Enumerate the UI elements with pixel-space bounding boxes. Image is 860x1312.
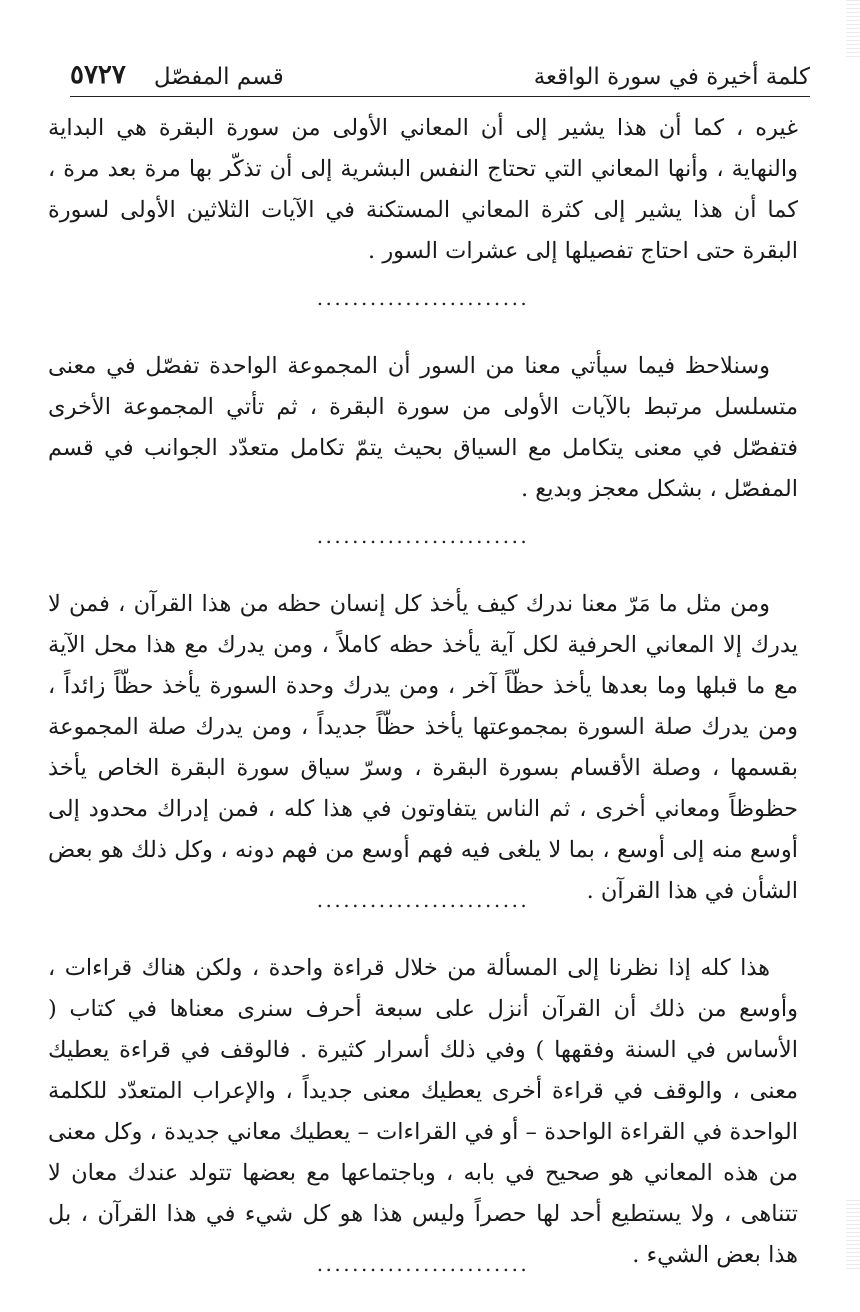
paragraph-4: هذا كله إذا نظرنا إلى المسألة من خلال قراءة واحدة ، ولكن هناك قراءات ، وأوسع من ذلك أن القرآن أنزل على سبعة أحرف سنرى معناها في كتاب ( الأساس في السنة وفقهها ) وفي ذلك أسرار كثيرة . فالوقف في قراءة يعطيك معنى ، والوقف في قراءة أخرى يعطيك معنى جديداً ، والإعراب المتعدّد للكلمة الواحدة في القراءة الواحدة – أو في القراءات – يعطيك معاني جديدة ، وكل معنى من هذه المعاني هو صحيح في بابه ، وباجتماعها مع بعضها تتولد عندك معان لا تتناهى ، ولا يستطيع أحد لها حصراً وليس هذا هو كل شيء في هذا القرآن ، بل هذا بعض الشيء .	[48, 955, 798, 1268]
dotted-separator-4: ........................	[316, 1252, 530, 1276]
dotted-separator-2: ........................	[316, 524, 530, 548]
dotted-separator-3: ........................	[316, 888, 530, 912]
running-header	[70, 50, 810, 97]
paragraph-2: وسنلاحظ فيما سيأتي معنا من السور أن المجموعة الواحدة تفصّل في معنى متسلسل مرتبط بالآيات الأولى من سورة البقرة ، ثم تأتي المجموعة الأخرى فتفصّل في معنى يتكامل مع السياق بحيث يتمّ تكامل متعدّد الجوانب في قسم المفصّل ، بشكل معجز وبديع .	[48, 353, 798, 502]
scan-edge-bottom	[846, 1200, 860, 1270]
paragraph-3: ومن مثل ما مَرّ معنا ندرك كيف يأخذ كل إنسان حظه من هذا القرآن ، فمن لا يدرك إلا المعاني الحرفية لكل آية يأخذ حظه كاملاً ، ومن يدرك مع هذا محل الآية مع ما قبلها وما بعدها يأخذ حظّاً آخر ، ومن يدرك وحدة السورة يأخذ حظّاً زائداً ، ومن يدرك صلة السورة بمجموعتها يأخذ حظّاً جديداً ، ومن يدرك صلة المجموعة بقسمها ، وصلة الأقسام بسورة البقرة ، وسرّ سياق سورة البقرة الخاص يأخذ حظوظاً ومعاني أخرى ، ثم الناس يتفاوتون في هذا كله ، فمن إدراك محدود إلى أوسع منه إلى أوسع ، بما لا يلغى فيه فهم أوسع من فهم دونه ، وكل ذلك هو بعض الشأن في هذا القرآن .	[48, 591, 798, 904]
page-body	[48, 108, 798, 1312]
section-name: قسم المفصّل	[153, 64, 284, 90]
paragraph-1: غيره ، كما أن هذا يشير إلى أن المعاني الأولى من سورة البقرة هي البداية والنهاية ، وأنها المعاني التي تحتاج النفس البشرية إلى أن تذكّر بها مرة بعد مرة ، كما أن هذا يشير إلى كثرة المعاني المستكنة في الآيات الثلاثين الأولى لسورة البقرة حتى احتاج تفصيلها إلى عشرات السور .	[48, 115, 798, 264]
header-left-group	[70, 60, 284, 90]
dotted-separator-1: ........................	[316, 286, 530, 310]
page-number: ٥٧٢٧	[70, 60, 126, 90]
scan-edge-top	[846, 0, 860, 60]
chapter-title: كلمة أخيرة في سورة الواقعة	[533, 64, 810, 90]
